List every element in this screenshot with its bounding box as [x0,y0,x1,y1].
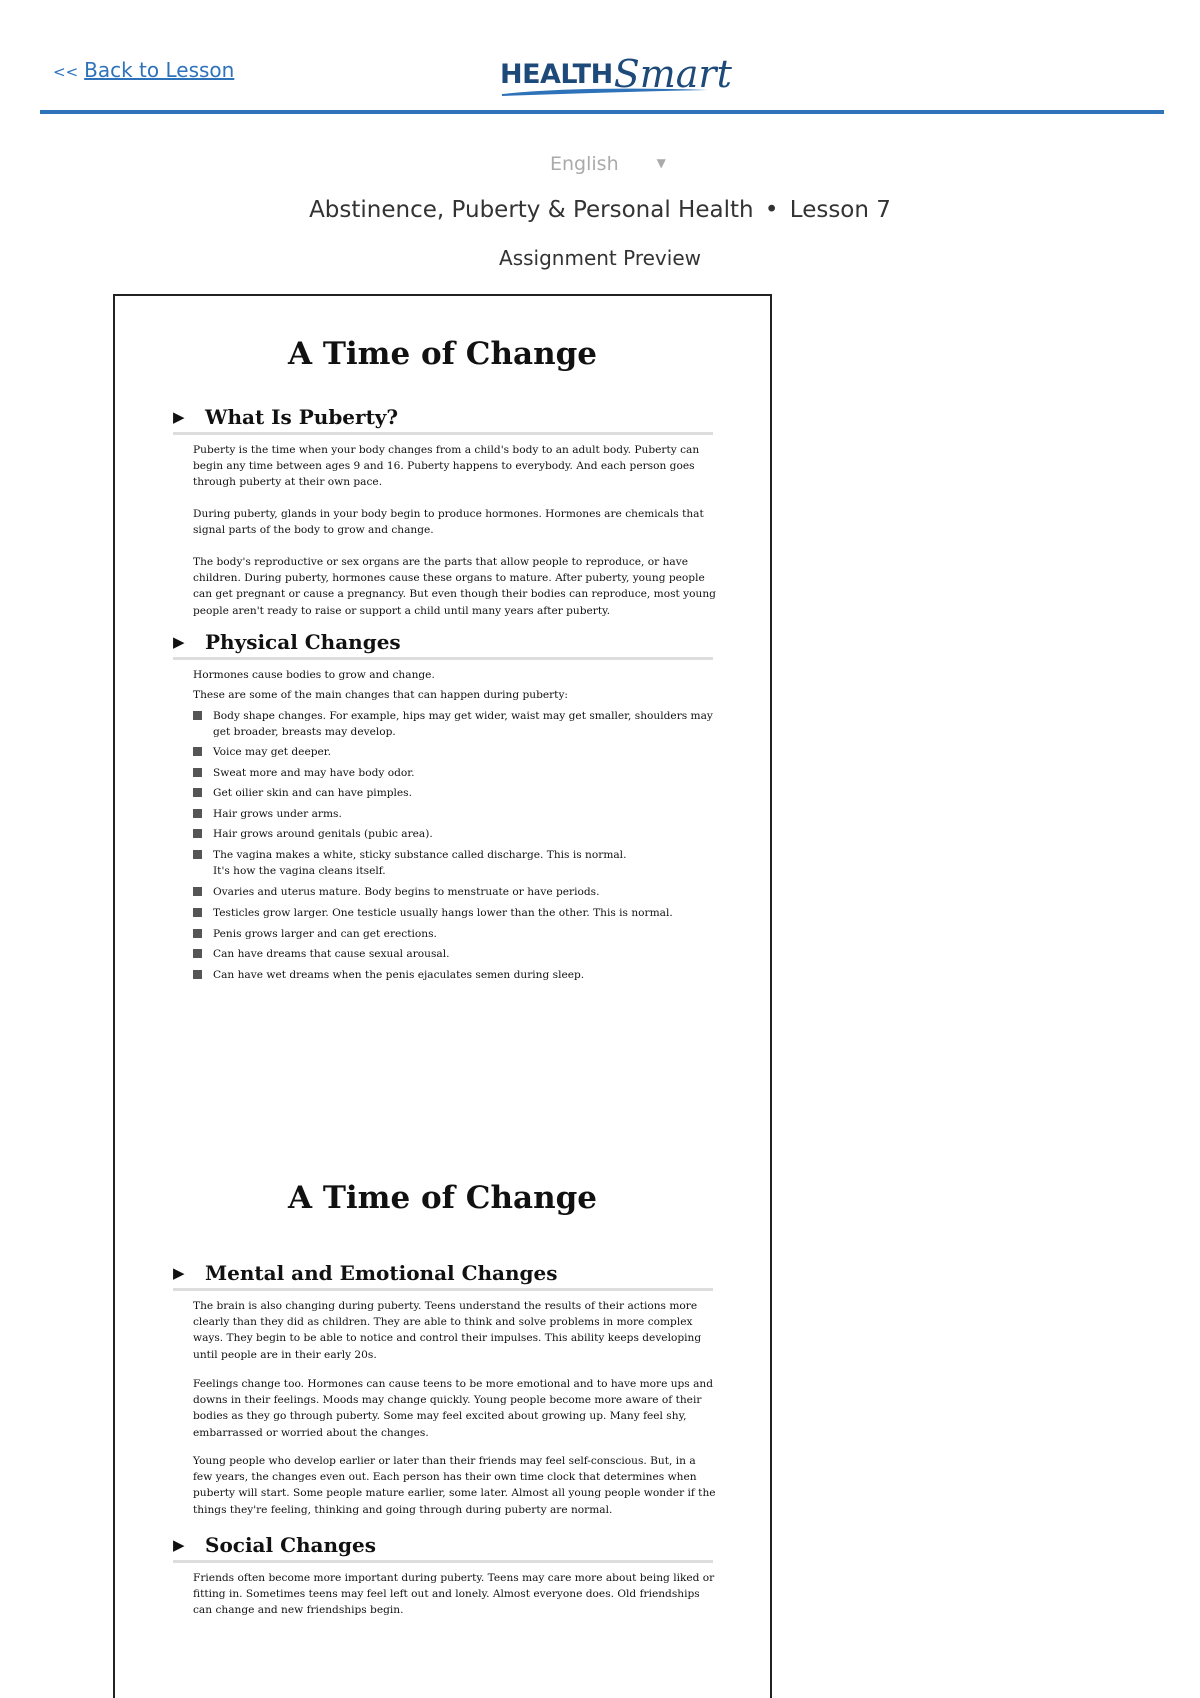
section-heading: What Is Puberty? [205,405,399,429]
list-item [193,926,718,942]
list-item-text: Can have dreams that cause sexual arousal. [213,948,450,960]
square-bullet-icon [193,949,202,958]
list-item [193,744,718,760]
paragraph: During puberty, glands in your body begin to produce hormones. Hormones are chemicals that signal parts of the body to grow and change. [193,508,704,537]
list-item [193,847,718,879]
paragraph: The brain is also changing during puberty. Teens understand the results of their actions more clearly than they did as children. They are able to think and solve problems in more complex ways. They begin to be able to notice and control their impulses. This ability keeps developing until people are in their early 20s. [193,1300,702,1361]
list-item [193,765,718,781]
language-selected-value: English [550,153,619,175]
paragraph: These are some of the main changes that can happen during puberty: [193,689,568,701]
section-rule [173,1560,713,1563]
worksheet-page-1 [113,294,772,1146]
square-bullet-icon [193,850,202,859]
worksheet-title: A Time of Change [287,1180,598,1216]
lesson-number: Lesson 7 [789,197,891,223]
back-arrows: << [53,63,79,81]
paragraph: Puberty is the time when your body changes from a child's body to an adult body. Puberty can begin any time between ages 9 and 16. Puberty happens to everybody. And each person goes through puberty at their own pace. [193,444,700,489]
section-rule [173,1288,713,1291]
list-item-text: Body shape changes. For example, hips may get wider, waist may get smaller, shoulders may get broader, breasts may develop. [213,710,713,738]
triangle-bullet-icon: ▶ [173,1536,185,1554]
square-bullet-icon [193,788,202,797]
list-item [193,826,718,842]
chevron-down-icon: ▼ [656,156,666,170]
worksheet-page-2 [113,1144,772,1698]
square-bullet-icon [193,908,202,917]
paragraph: Young people who develop earlier or later than their friends may feel self-conscious. But, in a few years, the changes even out. Each person has their own time clock that determines when puberty will start. Some people mature earlier, some later. Almost all young people wonder if the things they're feeling, thinking and going through during puberty are normal. [193,1455,716,1516]
section-rule [173,432,713,435]
section-rule [173,657,713,660]
list-item [193,806,718,822]
back-to-lesson-link[interactable] [53,58,234,82]
logo-swoosh-icon [500,84,710,98]
square-bullet-icon [193,809,202,818]
paragraph: Feelings change too. Hormones can cause teens to be more emotional and to have more ups and downs in their feelings. Moods may change quickly. Young people become more aware of their bodies as they go through puberty. Some may feel excited about growing up. Many feel shy, embarrassed or worried about the changes. [193,1378,714,1439]
list-item [193,884,718,900]
list-item-text: The vagina makes a white, sticky substance called discharge. This is normal. It's how the vagina cleans itself. [213,849,627,877]
list-item-text: Voice may get deeper. [213,746,332,758]
list-item-text: Penis grows larger and can get erections. [213,928,437,940]
list-item [193,785,718,801]
triangle-bullet-icon: ▶ [173,408,185,426]
square-bullet-icon [193,747,202,756]
square-bullet-icon [193,768,202,777]
paragraph: Hormones cause bodies to grow and change. [193,669,435,681]
list-item [193,708,718,740]
list-item [193,905,718,921]
square-bullet-icon [193,929,202,938]
healthsmart-logo [500,48,732,98]
section-heading: Social Changes [205,1533,377,1557]
section-heading: Mental and Emotional Changes [205,1261,558,1285]
list-item-text: Get oilier skin and can have pimples. [213,787,412,799]
section-heading: Physical Changes [205,630,401,654]
square-bullet-icon [193,711,202,720]
list-item-text: Hair grows around genitals (pubic area). [213,828,433,840]
list-item-text: Testicles grow larger. One testicle usually hangs lower than the other. This is normal. [213,907,673,919]
page-title: Assignment Preview [499,246,701,270]
square-bullet-icon [193,887,202,896]
list-item-text: Can have wet dreams when the penis ejaculates semen during sleep. [213,969,585,981]
list-item [193,967,718,983]
language-select[interactable] [550,153,666,175]
unit-name: Abstinence, Puberty & Personal Health [309,197,754,223]
square-bullet-icon [193,970,202,979]
triangle-bullet-icon: ▶ [173,633,185,651]
paragraph: Friends often become more important during puberty. Teens may care more about being liked or fitting in. Sometimes teens may feel left out and lonely. Almost everyone does. Old friendships can change and new friendships begin. [193,1572,715,1617]
square-bullet-icon [193,829,202,838]
paragraph: The body's reproductive or sex organs are the parts that allow people to reproduce, or have children. During puberty, hormones cause these organs to mature. After puberty, young people can get pregnant or cause a pregnancy. But even though their bodies can reproduce, most young people aren't ready to raise or support a child until many years after puberty. [193,556,716,617]
worksheet-title: A Time of Change [287,336,598,372]
top-bar [40,0,1164,114]
list-item-text: Hair grows under arms. [213,808,342,820]
triangle-bullet-icon: ▶ [173,1264,185,1282]
back-to-lesson-label[interactable]: Back to Lesson [84,58,235,82]
logo-smart-text: Smart [613,52,732,96]
course-separator: • [764,197,779,223]
list-item [193,946,718,962]
list-item-text: Ovaries and uterus mature. Body begins to menstruate or have periods. [213,886,600,898]
logo-health-text: HEALTH [500,59,613,90]
course-title [0,197,1200,223]
list-item-text: Sweat more and may have body odor. [213,767,415,779]
